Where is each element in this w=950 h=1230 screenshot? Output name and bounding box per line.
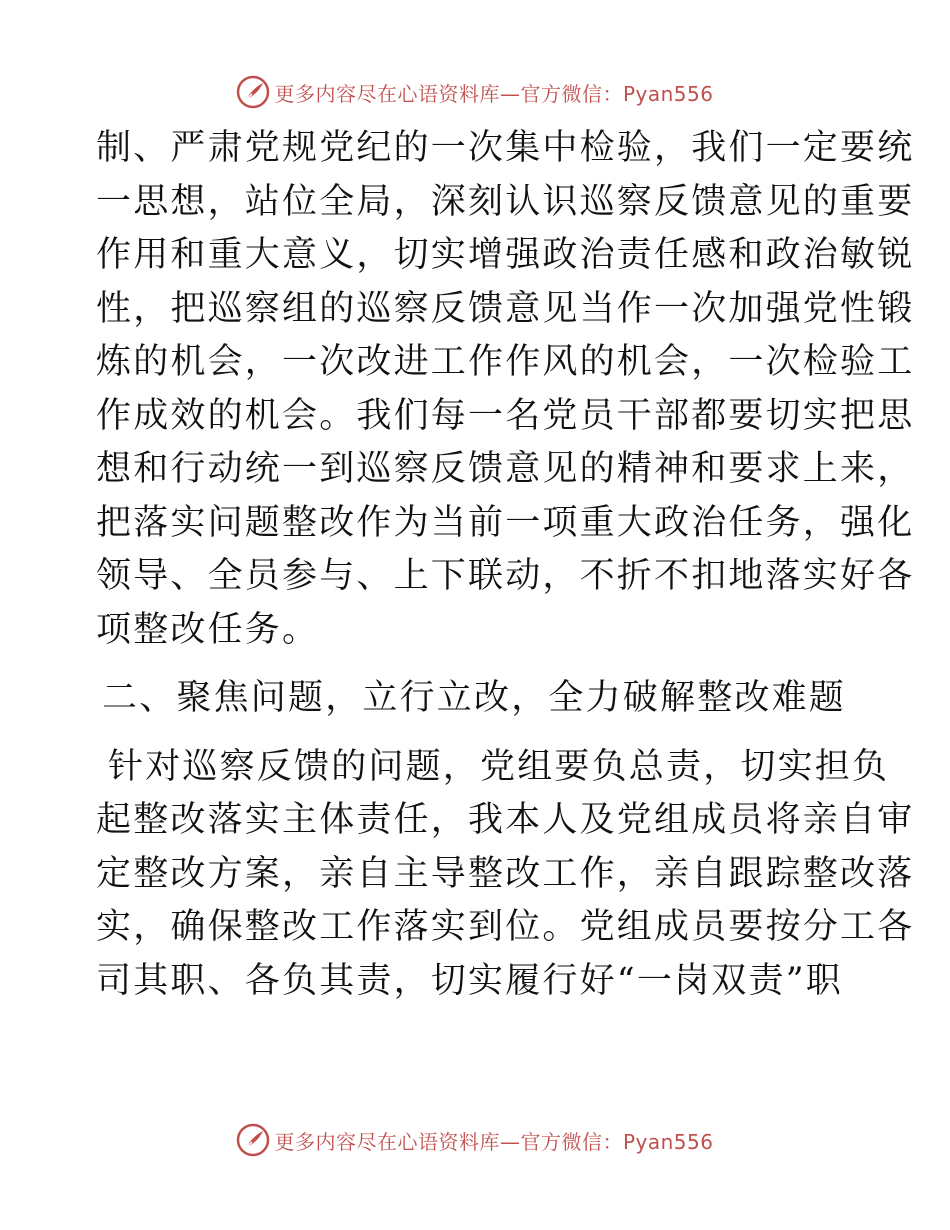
paragraph-line: 起整改落实主体责任，我本人及党组成员将亲自审 <box>96 800 915 840</box>
watermark-text: 更多内容尽在心语资料库—官方微信：Pyan556 <box>274 1129 714 1154</box>
paragraph-line: 司其职、各负其责，切实履行好“一岗双责”职 <box>96 960 843 1001</box>
feather-logo-icon <box>236 75 270 109</box>
header-watermark <box>0 72 950 112</box>
paragraph-line: 把落实问题整改作为当前一项重大政治任务，强化 <box>96 502 915 543</box>
paragraph-line: 作成效的机会。我们每一名党员干部都要切实把思 <box>96 395 915 436</box>
paragraph-line: 作用和重大意义，切实增强政治责任感和政治敏锐 <box>96 235 915 275</box>
paragraph-line: 炼的机会，一次改进工作作风的机会，一次检验工 <box>96 342 915 382</box>
paragraph-line: 项整改任务。 <box>96 609 320 650</box>
paragraph-line: 一思想，站位全局，深刻认识巡察反馈意见的重要 <box>96 181 915 222</box>
footer-watermark <box>0 1120 950 1160</box>
paragraph-line: 实，确保整改工作落实到位。党组成员要按分工各 <box>96 907 915 947</box>
paragraph-line: 制、严肃党规党纪的一次集中检验，我们一定要统 <box>96 128 915 168</box>
paragraph-line: 针对巡察反馈的问题，党组要负总责，切实担负 <box>108 746 890 787</box>
watermark-text: 更多内容尽在心语资料库—官方微信：Pyan556 <box>274 81 714 106</box>
paragraph-line: 想和行动统一到巡察反馈意见的精神和要求上来， <box>96 449 915 489</box>
feather-logo-icon <box>236 1123 270 1157</box>
section-heading: 二、聚焦问题，立行立改，全力破解整改难题 <box>102 678 847 718</box>
paragraph-line: 性，把巡察组的巡察反馈意见当作一次加强党性锻 <box>96 288 915 329</box>
paragraph-line: 领导、全员参与、上下联动，不折不扣地落实好各 <box>96 556 915 596</box>
paragraph-line: 定整改方案，亲自主导整改工作，亲自跟踪整改落 <box>96 853 915 894</box>
document-body <box>96 122 915 1008</box>
